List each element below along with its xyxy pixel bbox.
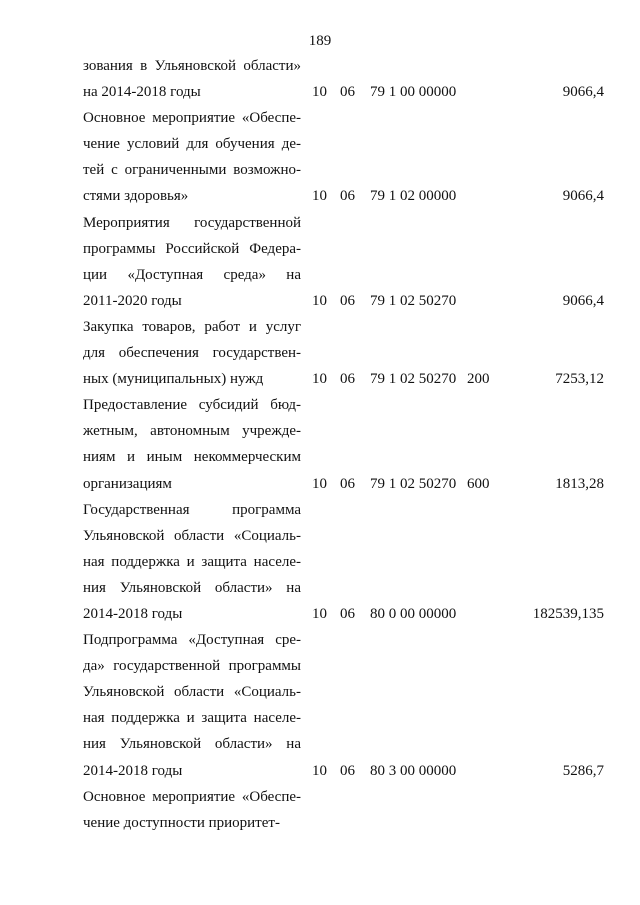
description-line [0, 653, 640, 679]
description-text: Основное мероприятие «Обеспе- [83, 788, 301, 805]
description-text: чение условий для обучения де- [83, 136, 301, 153]
description-text: Основное мероприятие «Обеспе- [83, 110, 301, 127]
description-text: организациям [83, 475, 172, 492]
description-text: Предоставление субсидий бюд- [83, 397, 301, 414]
table-row [0, 210, 640, 314]
subsection-code: 06 [340, 605, 355, 622]
section-code: 10 [312, 371, 327, 388]
description-text: ции «Доступная среда» на [83, 266, 301, 283]
description-text: Государственная программа [83, 501, 301, 518]
description-line [0, 810, 640, 836]
description-line [0, 157, 640, 183]
budget-table [0, 53, 640, 836]
table-row [0, 53, 640, 105]
description-line [0, 497, 640, 523]
table-row [0, 314, 640, 392]
target-article-code: 79 1 02 00000 [370, 188, 457, 205]
section-code: 10 [312, 475, 327, 492]
description-line [0, 679, 640, 705]
description-line [0, 236, 640, 262]
description-text: зования в Ульяновской области» [83, 58, 301, 74]
table-row [0, 497, 640, 627]
subsection-code: 06 [340, 84, 355, 101]
description-line [0, 784, 640, 810]
amount: 5286,7 [562, 762, 604, 779]
description-line [0, 705, 640, 731]
target-article-code: 79 1 02 50270 [370, 371, 457, 388]
description-text: ниям и иным некоммерческим [83, 449, 301, 466]
description-line [0, 523, 640, 549]
description-text: чение доступности приоритет- [83, 814, 280, 831]
subsection-code: 06 [340, 188, 355, 205]
description-line [0, 731, 640, 757]
section-code: 10 [312, 188, 327, 205]
target-article-code: 79 1 02 50270 [370, 475, 457, 492]
description-line [0, 105, 640, 131]
section-code: 10 [312, 605, 327, 622]
description-text: на 2014-2018 годы [83, 84, 201, 101]
section-code: 10 [312, 84, 327, 101]
description-line [0, 53, 640, 79]
description-line [0, 392, 640, 418]
description-text: жетным, автономным учрежде- [83, 423, 301, 440]
target-article-code: 79 1 02 50270 [370, 292, 457, 309]
description-line [0, 627, 640, 653]
amount: 7253,12 [555, 371, 604, 388]
table-row [0, 784, 640, 836]
description-text: программы Российской Федера- [83, 240, 301, 257]
subsection-code: 06 [340, 292, 355, 309]
description-text: Мероприятия государственной [83, 214, 301, 231]
expense-type-code: 600 [467, 475, 490, 492]
amount: 1813,28 [555, 475, 604, 492]
description-line [0, 549, 640, 575]
description-text: стями здоровья» [83, 188, 189, 205]
expense-type-code: 200 [467, 371, 490, 388]
amount: 9066,4 [562, 84, 604, 101]
description-text: Ульяновской области «Социаль- [83, 684, 301, 701]
description-line [0, 340, 640, 366]
table-row [0, 627, 640, 784]
page-number: 189 [308, 33, 332, 49]
description-line [0, 418, 640, 444]
table-row [0, 105, 640, 209]
table-row [0, 392, 640, 496]
description-line [0, 444, 640, 470]
description-text: ных (муниципальных) нужд [83, 371, 264, 388]
description-text: тей с ограниченными возможно- [83, 162, 301, 179]
description-text: ная поддержка и защита населе- [83, 553, 301, 570]
description-text: ная поддержка и защита населе- [83, 710, 301, 727]
description-text: 2011-2020 годы [83, 292, 182, 309]
description-line [0, 575, 640, 601]
section-code: 10 [312, 292, 327, 309]
description-line [0, 210, 640, 236]
subsection-code: 06 [340, 475, 355, 492]
description-text: для обеспечения государствен- [83, 345, 301, 362]
description-text: 2014-2018 годы [83, 762, 183, 779]
subsection-code: 06 [340, 762, 355, 779]
target-article-code: 80 3 00 00000 [370, 762, 457, 779]
description-text: Подпрограмма «Доступная сре- [83, 632, 301, 649]
amount: 9066,4 [562, 188, 604, 205]
section-code: 10 [312, 762, 327, 779]
description-text: 2014-2018 годы [83, 605, 183, 622]
description-text: да» государственной программы [83, 658, 301, 675]
amount: 182539,135 [532, 605, 604, 622]
subsection-code: 06 [340, 371, 355, 388]
description-line [0, 262, 640, 288]
amount: 9066,4 [562, 292, 604, 309]
description-text: Ульяновской области «Социаль- [83, 527, 301, 544]
description-text: ния Ульяновской области» на [83, 579, 301, 596]
target-article-code: 80 0 00 00000 [370, 605, 457, 622]
description-line [0, 314, 640, 340]
description-text: Закупка товаров, работ и услуг [83, 318, 301, 335]
description-line [0, 131, 640, 157]
description-text: ния Ульяновской области» на [83, 736, 301, 753]
target-article-code: 79 1 00 00000 [370, 84, 457, 101]
